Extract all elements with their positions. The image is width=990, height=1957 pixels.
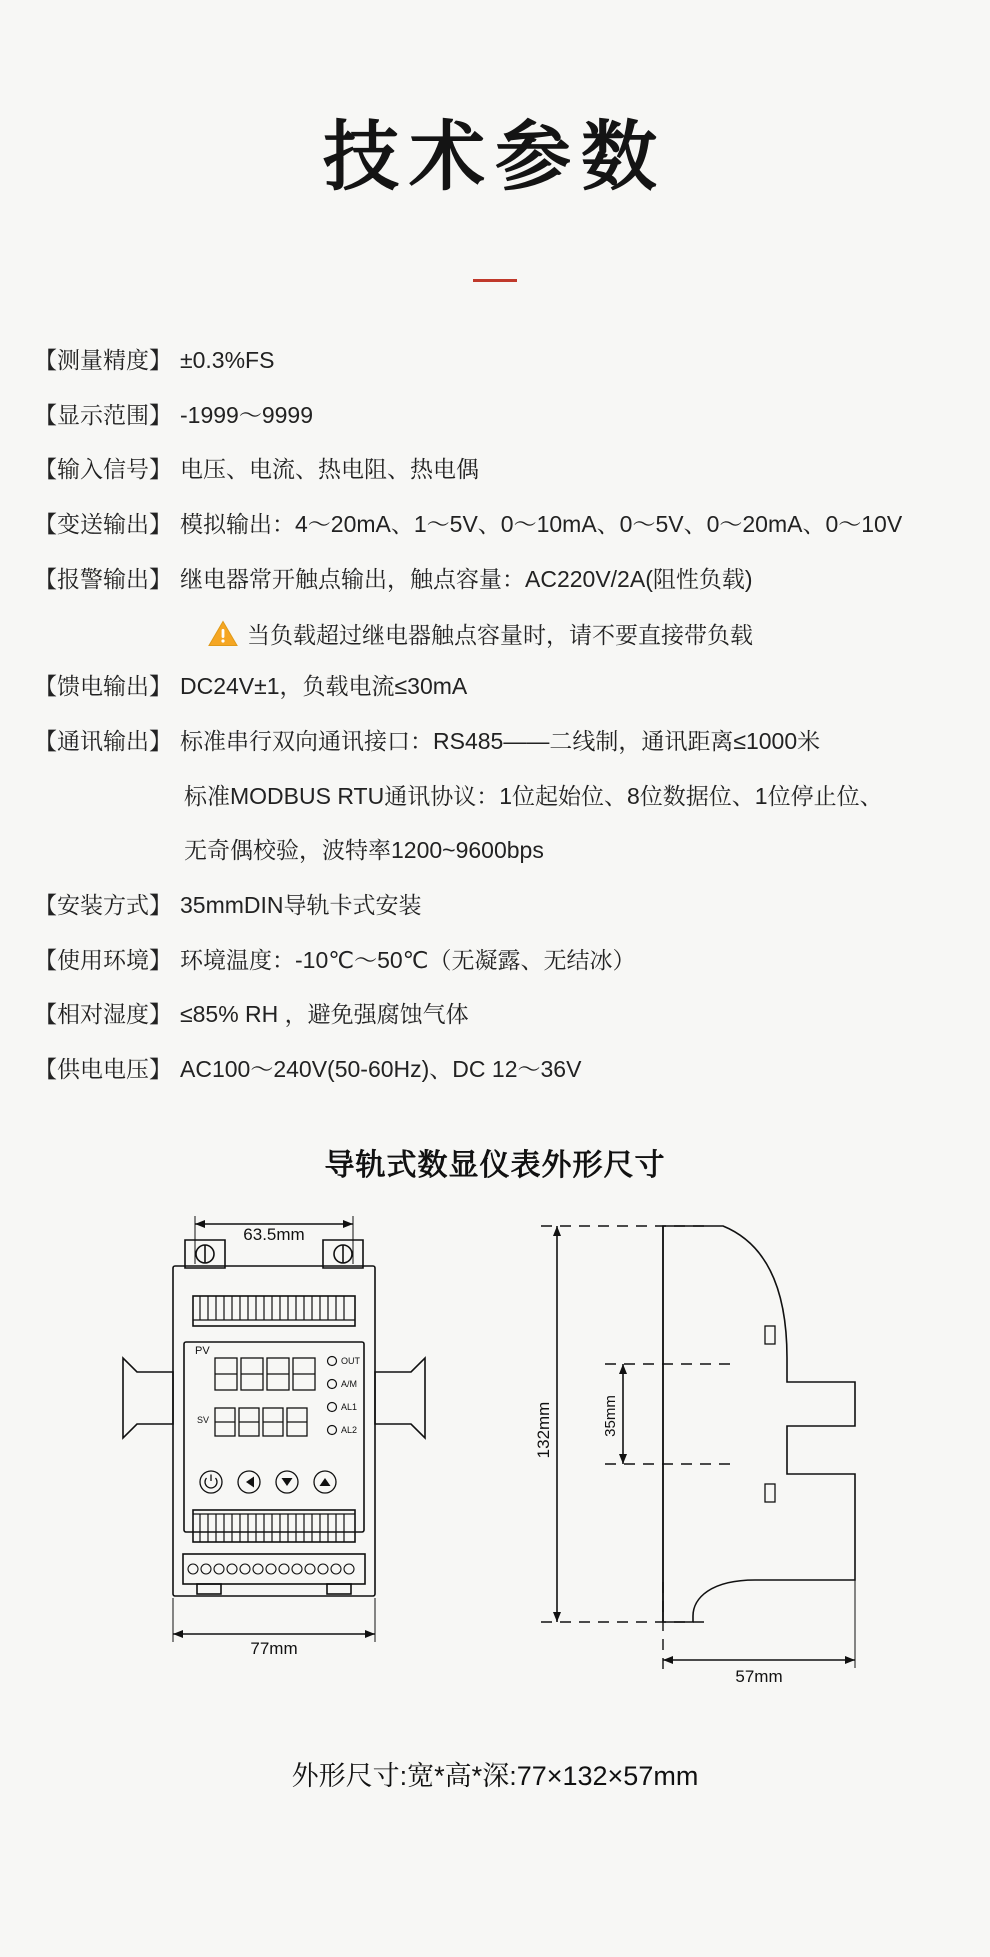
- spec-value: AC100～240V(50-60Hz)、DC 12～36V: [180, 1055, 582, 1082]
- spec-subline: 标准MODBUS RTU通讯协议：1位起始位、8位数据位、1位停止位、: [184, 782, 883, 809]
- spec-row: [34, 563, 960, 596]
- drawing-svg: [45, 1202, 945, 1732]
- warning-note: [208, 617, 960, 650]
- spec-value: 模拟输出：4～20mA、1～5V、0～10mA、0～5V、0～20mA、0～10V: [180, 510, 903, 537]
- spec-row: [34, 944, 960, 977]
- indicator-label-out: OUT: [341, 1355, 360, 1366]
- spec-row: [34, 998, 960, 1031]
- spec-value: 继电器常开触点输出，触点容量：AC220V/2A(阻性负载): [180, 565, 753, 592]
- indicator-label-al2: AL2: [341, 1424, 358, 1435]
- spec-label: 【供电电压】: [34, 1055, 172, 1082]
- page-title: 技术参数: [323, 112, 667, 201]
- spec-value: 电压、电流、热电阻、热电偶: [180, 456, 479, 483]
- spec-subline: 无奇偶校验，波特率1200~9600bps: [184, 837, 544, 864]
- title-divider: [473, 279, 517, 282]
- spec-value: 35mmDIN导轨卡式安装: [180, 891, 422, 918]
- spec-label: 【报警输出】: [34, 565, 172, 592]
- pv-label: PV: [195, 1344, 210, 1357]
- spec-row: [34, 344, 960, 377]
- drawing-title: 导轨式数显仪表外形尺寸: [324, 1148, 666, 1182]
- spec-value: 标准串行双向通讯接口：RS485——二线制，通讯距离≤1000米: [180, 727, 821, 754]
- front-bottom-dimension-label: 77mm: [250, 1638, 298, 1658]
- indicator-label-al1: AL1: [341, 1401, 358, 1412]
- dimension-drawing: [0, 1202, 990, 1732]
- spec-row: [34, 453, 960, 486]
- spec-row: [34, 889, 960, 922]
- indicator-label-am: A/M: [341, 1378, 358, 1389]
- spec-label: 【安装方式】: [34, 891, 172, 918]
- spec-value: ±0.3%FS: [180, 347, 275, 373]
- spec-row: [34, 725, 960, 758]
- spec-value: -1999～9999: [180, 401, 313, 428]
- spec-label: 【馈电输出】: [34, 673, 172, 700]
- drawing-footnote: 外形尺寸:宽*高*深:77×132×57mm: [291, 1760, 699, 1791]
- sv-label: SV: [197, 1414, 210, 1425]
- spec-row: [34, 670, 960, 703]
- rail-dimension-label: 35mm: [602, 1394, 619, 1437]
- spec-label: 【相对湿度】: [34, 1001, 172, 1028]
- spec-value: ≤85% RH ，避免强腐蚀气体: [180, 1001, 469, 1028]
- spec-row: [34, 508, 960, 541]
- side-height-dimension-label: 132mm: [534, 1401, 553, 1458]
- spec-label: 【通讯输出】: [34, 727, 172, 754]
- spec-label: 【测量精度】: [34, 347, 172, 373]
- spec-list: [0, 344, 990, 1086]
- spec-value: DC24V±1，负载电流≤30mA: [180, 673, 468, 700]
- warning-text: 当负载超过继电器触点容量时，请不要直接带负载: [247, 622, 753, 649]
- spec-label: 【输入信号】: [34, 456, 172, 483]
- spec-label: 【显示范围】: [34, 401, 172, 428]
- spec-label: 【变送输出】: [34, 510, 172, 537]
- spec-row: [34, 399, 960, 432]
- spec-row: [34, 1053, 960, 1086]
- warning-triangle-icon: [208, 620, 238, 647]
- front-top-dimension-label: 63.5mm: [243, 1224, 305, 1244]
- spec-value: 环境温度：-10℃～50℃（无凝露、无结冰）: [180, 946, 636, 973]
- spec-label: 【使用环境】: [34, 946, 172, 973]
- side-depth-dimension-label: 57mm: [735, 1666, 783, 1686]
